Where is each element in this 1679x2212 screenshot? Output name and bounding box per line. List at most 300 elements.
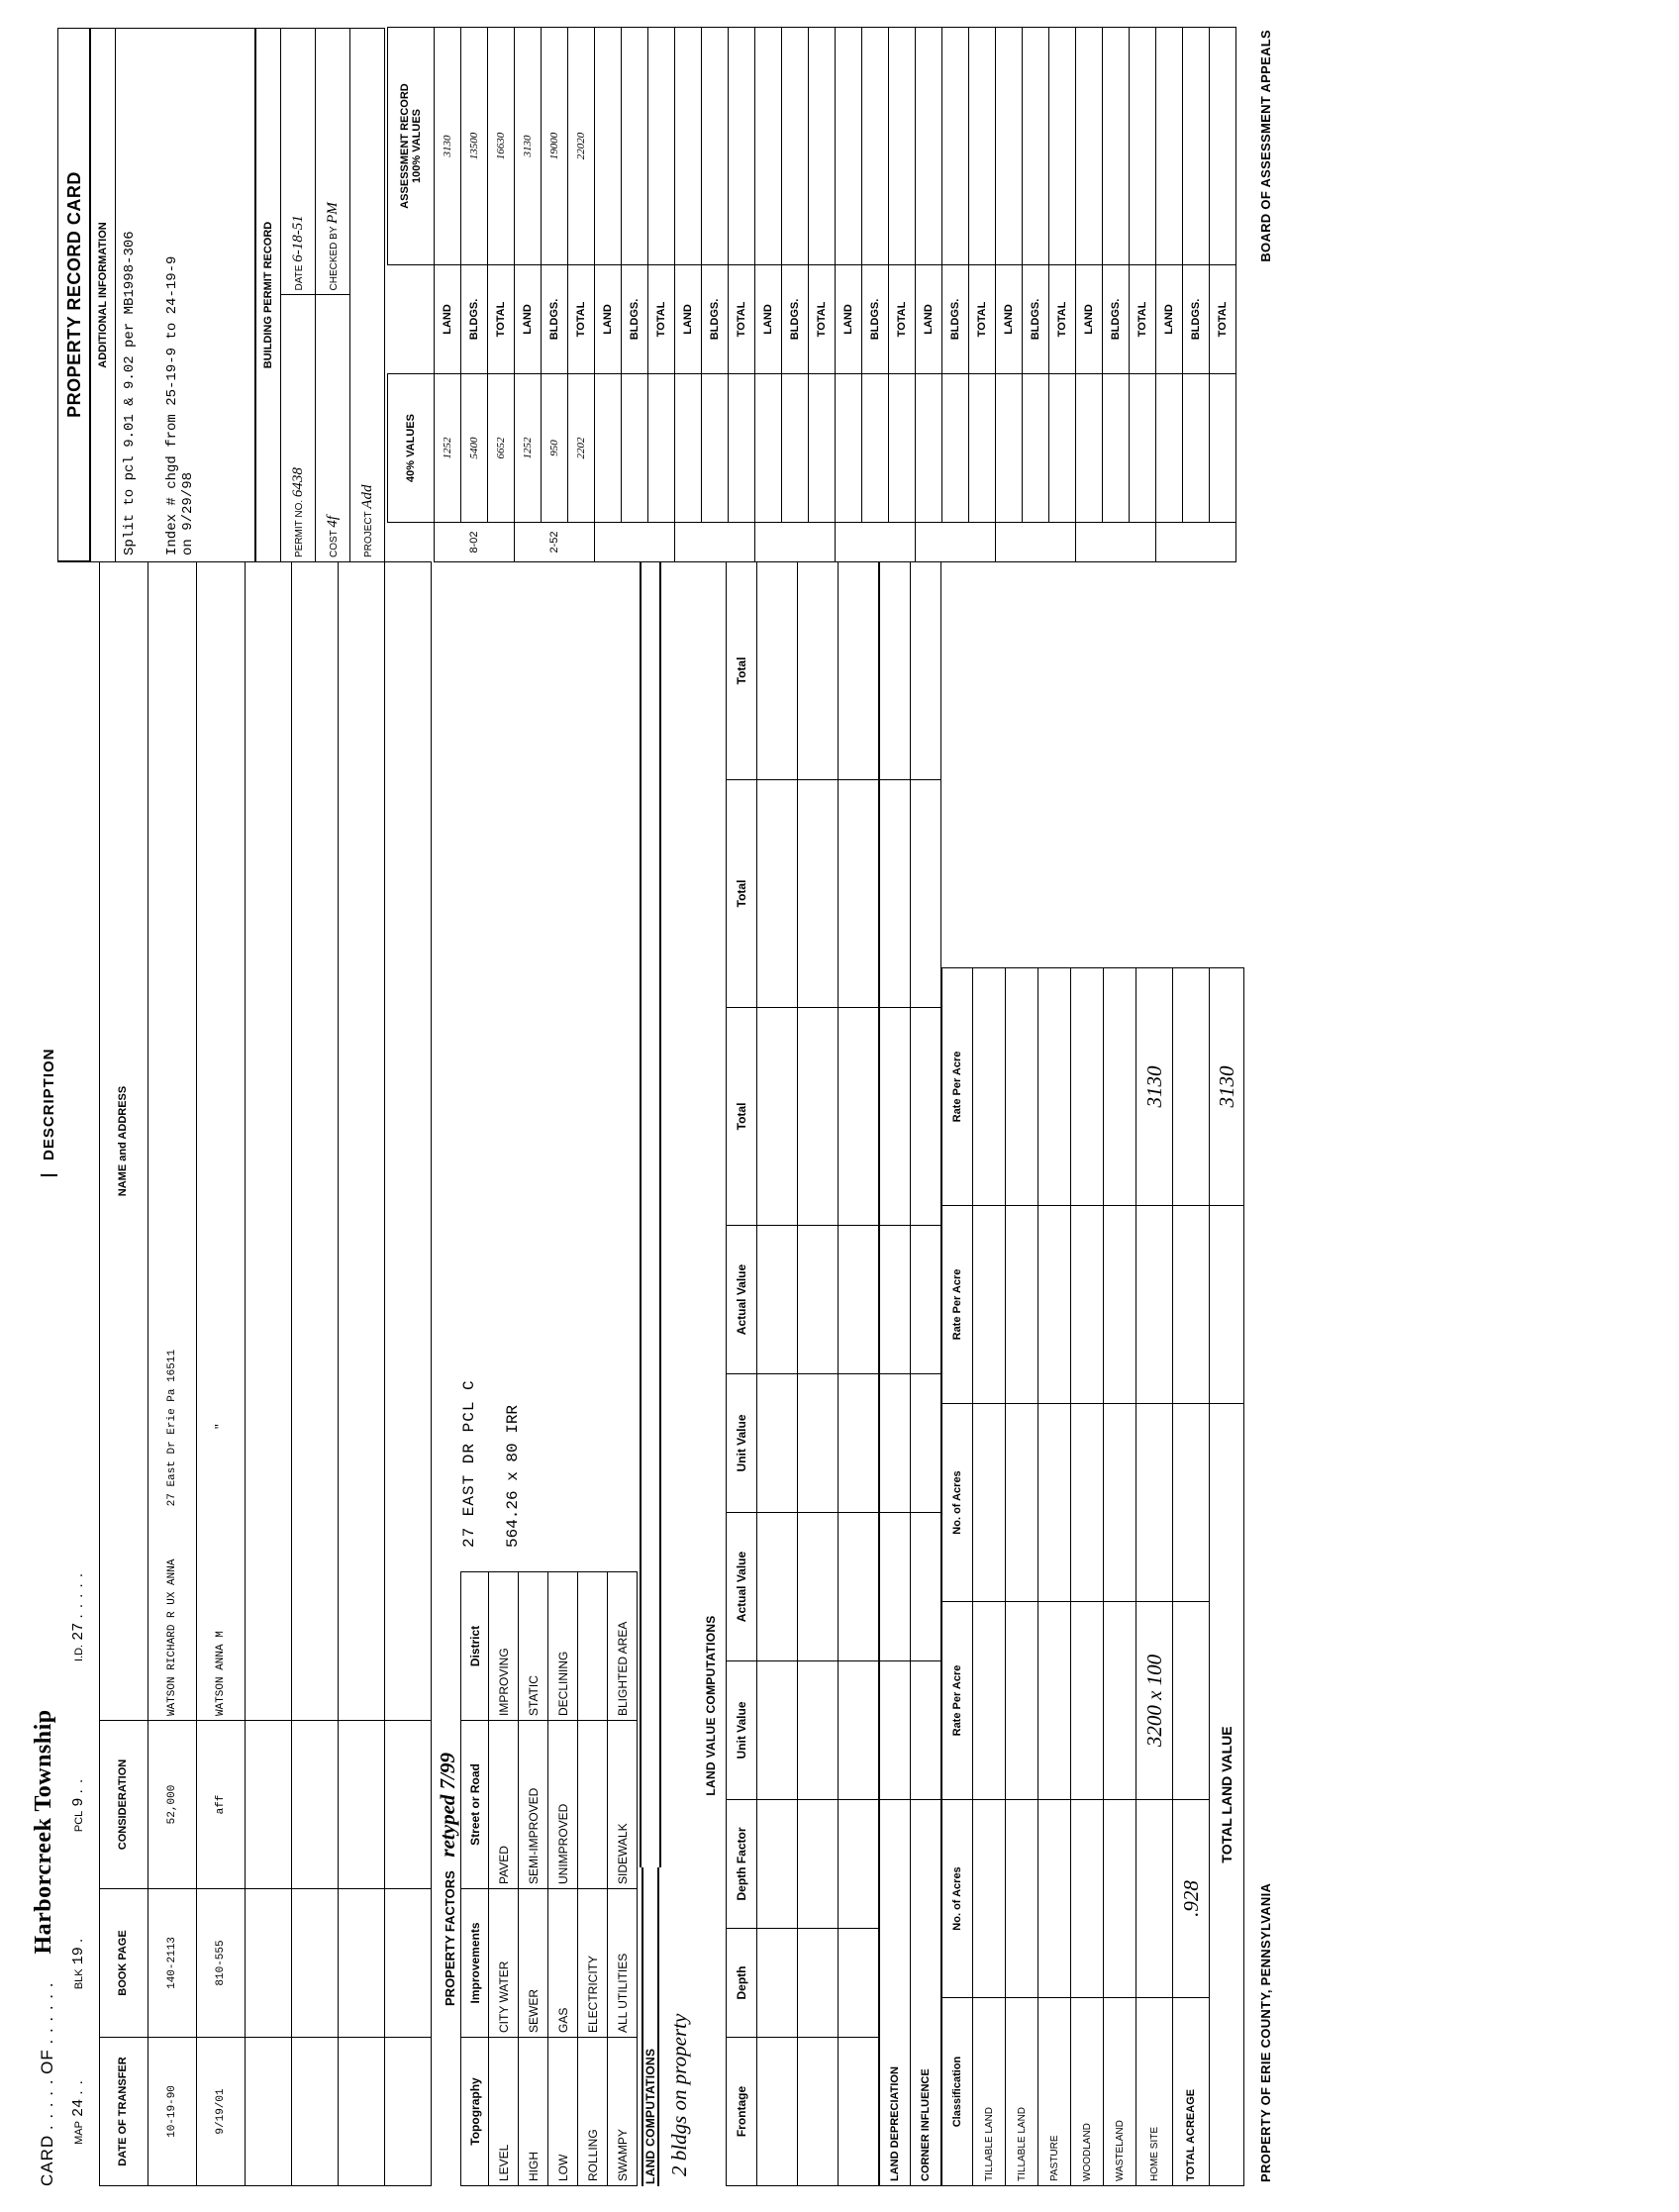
assess-40-bldgs	[782, 374, 809, 523]
transfer-consideration	[385, 1721, 432, 1889]
total-land-value-row	[1210, 562, 1244, 2186]
assess-40-bldgs	[1103, 374, 1130, 523]
assessment-note: 2-52	[515, 523, 595, 562]
transfer-date	[246, 2038, 292, 2186]
pcl-value: 9	[70, 1797, 87, 1807]
transfer-name: WATSON ANNA M	[215, 1631, 227, 1716]
table-row	[1183, 28, 1210, 562]
assess-label-bldgs: BLDGS.	[862, 265, 889, 374]
left-section	[57, 562, 1244, 2186]
land-value-computations-title: LAND VALUE COMPUTATIONS	[704, 1615, 718, 1796]
lvc-cell	[757, 1225, 798, 1373]
lvc-cell	[839, 1225, 879, 1373]
permit-no-value: 6438	[289, 467, 306, 498]
transfer-book-page	[246, 1889, 292, 2038]
transfer-date: 10-19-90	[148, 2038, 197, 2186]
total-land-value: 3130	[1210, 968, 1244, 1206]
cls-cell	[1173, 1404, 1210, 1602]
table-row	[1210, 28, 1236, 562]
assess-100-land	[595, 28, 622, 265]
transfer-book-page	[339, 1889, 385, 2038]
assess-100-bldgs	[782, 28, 809, 265]
lvc-cell	[798, 1929, 839, 2038]
assess-label-land: LAND	[916, 265, 942, 374]
assess-40-total	[648, 374, 675, 523]
depreciation-influence-table	[879, 561, 941, 2186]
ld-cell	[880, 780, 911, 1008]
assess-40-bldgs	[702, 374, 729, 523]
assess-label-land: LAND	[595, 265, 622, 374]
description-values-table	[460, 562, 569, 1571]
assess-40-land	[755, 374, 782, 523]
ci-cell	[911, 780, 941, 1008]
card-label: CARD	[38, 2134, 56, 2186]
table-row	[782, 28, 809, 562]
transfer-consideration	[246, 1721, 292, 1889]
pcl-field: PCL 9 . .	[69, 1777, 87, 1833]
assess-100-total: 22020	[568, 28, 595, 265]
row-pasture: PASTURE	[1038, 1998, 1071, 2186]
assess-label-bldgs: BLDGS.	[461, 265, 488, 374]
col-frontage: Frontage	[727, 2038, 757, 2186]
assess-label-total: TOTAL	[648, 265, 675, 374]
cls-cell	[1136, 1800, 1173, 1998]
lvc-cell	[798, 1374, 839, 1513]
assess-100-land	[675, 28, 702, 265]
table-row	[548, 1572, 578, 2186]
assess-label-bldgs: BLDGS.	[942, 265, 969, 374]
assess-40-bldgs	[862, 374, 889, 523]
lvc-cell	[839, 2038, 879, 2186]
lvc-title-row	[696, 561, 727, 2185]
assessment-note	[755, 523, 836, 562]
col-classification: Classification	[942, 1998, 973, 2186]
district-blighted-area: BLIGHTED AREA	[608, 1572, 638, 1721]
assess-label-land: LAND	[1076, 265, 1103, 374]
table-row	[1136, 562, 1173, 2186]
land-depreciation-row	[880, 562, 911, 2186]
assess-label-bldgs: BLDGS.	[1103, 265, 1130, 374]
assess-40-bldgs: 950	[542, 374, 568, 523]
transfer-address: 27 East Dr Erie Pa 16511	[166, 1349, 178, 1507]
assess-label-total: TOTAL	[1130, 265, 1156, 374]
table-row	[622, 28, 648, 562]
assess-100-land: 3130	[515, 28, 542, 265]
col-name-and-address: NAME and ADDRESS	[100, 562, 148, 1721]
assess-40-land	[1156, 374, 1183, 523]
col-total-1: Total	[727, 1007, 757, 1225]
col-rate-per-acre-2: Rate Per Acre	[942, 1206, 973, 1404]
assess-100-land	[755, 28, 782, 265]
assess-100-total: 16630	[488, 28, 515, 265]
assess-label-land: LAND	[515, 265, 542, 374]
transfer-name-address	[148, 562, 197, 1721]
table-row	[515, 28, 542, 562]
lvc-cell	[839, 1513, 879, 1661]
col-rate-per-acre-1: Rate Per Acre	[942, 1602, 973, 1800]
building-permit-record-table	[255, 28, 385, 562]
home-site-total: 3130	[1136, 968, 1173, 1206]
lvc-cell	[798, 561, 839, 779]
assess-100-bldgs	[1023, 28, 1049, 265]
assess-100-total	[729, 28, 755, 265]
lvc-cell	[798, 2038, 839, 2186]
table-row	[969, 28, 996, 562]
additional-information-body	[116, 29, 255, 562]
id-field: I.D. 27 . . . . .	[69, 1572, 87, 1661]
col-unit-value-1: Unit Value	[727, 1661, 757, 1800]
lvc-header-row	[727, 561, 757, 2185]
assess-100-total	[809, 28, 836, 265]
assessment-note	[1076, 523, 1156, 562]
total-acreage-value: .928	[1173, 1800, 1210, 1998]
table-row	[1049, 28, 1076, 562]
street-paved: PAVED	[489, 1721, 519, 1889]
total-acreage-label: TOTAL ACREAGE	[1173, 1998, 1210, 2186]
col-total-3: Total	[727, 561, 757, 779]
assess-40-land	[836, 374, 862, 523]
street-semi-improved: SEMI-IMPROVED	[519, 1721, 548, 1889]
assessment-note	[1156, 523, 1236, 562]
corner-influence-label: CORNER INFLUENCE	[911, 1800, 941, 2186]
assess-100-land: 3130	[435, 28, 461, 265]
ld-cell	[880, 1008, 911, 1226]
description-line-1: 27 EAST DR PCL C	[460, 1379, 478, 1548]
assess-40-land	[916, 374, 942, 523]
assess-label-total: TOTAL	[889, 265, 916, 374]
assess-label-land: LAND	[996, 265, 1023, 374]
table-row	[1006, 562, 1038, 2186]
cls-cell	[973, 1800, 1006, 1998]
assess-label-land: LAND	[435, 265, 461, 374]
assess-40-land	[595, 374, 622, 523]
lvc-cell	[839, 779, 879, 1007]
pcl-label: PCL	[73, 1810, 85, 1833]
col-consideration: CONSIDERATION	[100, 1721, 148, 1889]
table-row	[729, 28, 755, 562]
pf-title-spacer	[436, 562, 460, 1572]
assess-label-total: TOTAL	[729, 265, 755, 374]
lvc-cell	[757, 1007, 798, 1225]
assess-100-land	[916, 28, 942, 265]
lvc-cell	[757, 1513, 798, 1661]
table-row	[488, 28, 515, 562]
ci-cell	[911, 1008, 941, 1226]
col-depth: Depth	[727, 1929, 757, 2038]
assessment-record-title: ASSESSMENT RECORD	[399, 83, 411, 209]
transfer-consideration	[339, 1721, 385, 1889]
classification-table	[941, 561, 1244, 2186]
table-row	[608, 1572, 638, 2186]
assess-40-total	[1130, 374, 1156, 523]
assess-100-bldgs: 19000	[542, 28, 568, 265]
transfer-date	[292, 2038, 339, 2186]
property-factors-title: PROPERTY FACTORS	[443, 1870, 457, 2006]
assess-label-bldgs: BLDGS.	[702, 265, 729, 374]
improvements-all-utilities: ALL UTILITIES	[608, 1889, 638, 2038]
transfer-name-address	[339, 562, 385, 1721]
lvc-cell	[798, 1661, 839, 1800]
table-row	[839, 561, 879, 2185]
ld-cell	[880, 1226, 911, 1374]
table-row	[519, 1572, 548, 2186]
table-row	[385, 562, 432, 2186]
assessment-record-subtitle: 100% VALUES	[411, 109, 423, 183]
classification-header-spacer	[942, 562, 973, 968]
row-woodland: WOODLAND	[1071, 1998, 1104, 2186]
permit-no-field	[281, 295, 316, 562]
additional-information-table	[90, 28, 255, 562]
transfer-date	[385, 2038, 432, 2186]
blk-label: BLK	[73, 1968, 85, 1990]
lvc-cell	[798, 1800, 839, 1929]
assess-label-bldgs: BLDGS.	[782, 265, 809, 374]
table-row	[435, 28, 461, 562]
table-row	[1130, 28, 1156, 562]
cls-cell	[1038, 1206, 1071, 1404]
cls-cell	[1104, 1602, 1136, 1800]
col-40-values: 40% VALUES	[388, 374, 435, 523]
map-value: 24	[70, 2098, 87, 2117]
permit-no-label: PERMIT NO.	[293, 499, 305, 557]
checked-by-label: CHECKED BY	[328, 226, 340, 291]
table-row	[755, 28, 782, 562]
transfer-consideration: 52,000	[148, 1721, 197, 1889]
assessment-header-row	[388, 28, 435, 562]
classification-header-row	[942, 562, 973, 2186]
property-factors-title-bar	[436, 562, 460, 2186]
col-no-of-acres-1: No. of Acres	[942, 1800, 973, 1998]
improvements-sewer: SEWER	[519, 1889, 548, 2038]
property-factors-table	[460, 1571, 638, 2186]
project-label: PROJECT	[362, 511, 374, 557]
transfer-address: "	[215, 1423, 227, 1430]
assess-40-total	[1049, 374, 1076, 523]
row-tillable-land-2: TILLABLE LAND	[1006, 1998, 1038, 2186]
cls-cell	[1006, 1800, 1038, 1998]
land-depreciation-label: LAND DEPRECIATION	[880, 1800, 911, 2186]
assess-40-bldgs	[1183, 374, 1210, 523]
assess-100-bldgs	[1103, 28, 1130, 265]
total-acreage-row	[1173, 562, 1210, 2186]
transfer-date	[339, 2038, 385, 2186]
header-spacer	[57, 562, 99, 1513]
assess-40-bldgs	[622, 374, 648, 523]
lvc-cell	[757, 1800, 798, 1929]
land-value-computations-table	[696, 561, 879, 2186]
additional-line-2: Index # chgd from 25-19-9 to 24-19-9	[164, 255, 180, 555]
additional-line-1: Split to pcl 9.01 & 9.02 per MB1998-306	[122, 231, 138, 555]
assess-40-total	[889, 374, 916, 523]
assess-40-total	[969, 374, 996, 523]
description-label: DESCRIPTION	[41, 1048, 57, 1160]
assess-label-land: LAND	[836, 265, 862, 374]
cls-cell	[1071, 1800, 1104, 1998]
permit-cost-label: COST	[328, 530, 340, 557]
assess-label-total: TOTAL	[969, 265, 996, 374]
table-row	[836, 28, 862, 562]
table-row	[1156, 28, 1183, 562]
assessment-note	[996, 523, 1076, 562]
cls-cell	[1006, 1602, 1038, 1800]
lvc-cell	[839, 1374, 879, 1513]
lvc-cell	[798, 1225, 839, 1373]
transfer-book-page	[385, 1889, 432, 2038]
township-name: Harborcreek Township	[31, 1709, 56, 1955]
assess-label-total: TOTAL	[488, 265, 515, 374]
col-unit-value-2: Unit Value	[727, 1374, 757, 1513]
table-row	[996, 28, 1023, 562]
col-rate-per-acre-3: Rate Per Acre	[942, 968, 973, 1206]
lvc-cell	[757, 1661, 798, 1800]
assess-label-total: TOTAL	[1210, 265, 1236, 374]
cls-cell	[973, 1404, 1006, 1602]
assess-100-bldgs	[622, 28, 648, 265]
row-tillable-land-1: TILLABLE LAND	[973, 1998, 1006, 2186]
col-date-of-transfer: DATE OF TRANSFER	[100, 2038, 148, 2186]
transfer-name-address	[385, 562, 432, 1721]
checked-by-value: PM	[324, 202, 341, 224]
col-actual-value-2: Actual Value	[727, 1225, 757, 1373]
district-static: STATIC	[519, 1572, 548, 1721]
table-row	[1023, 28, 1049, 562]
assessment-record-table	[387, 27, 1236, 562]
cls-cell	[1104, 968, 1136, 1206]
table-row	[702, 28, 729, 562]
assess-100-bldgs	[942, 28, 969, 265]
cls-cell	[1071, 1404, 1104, 1602]
prc-title: PROPERTY RECORD CARD	[57, 28, 90, 562]
ld-cell	[880, 1513, 911, 1661]
building-permit-record-title: BUILDING PERMIT RECORD	[256, 29, 281, 562]
assess-label-land: LAND	[675, 265, 702, 374]
right-section	[57, 28, 1236, 562]
table-row	[568, 28, 595, 562]
project-value: Add	[358, 484, 375, 509]
table-row	[916, 28, 942, 562]
col-topography: Topography	[461, 2038, 489, 2186]
assess-40-total	[809, 374, 836, 523]
table-row	[595, 28, 622, 562]
row-home-site: HOME SITE	[1136, 1998, 1173, 2186]
cls-cell	[1104, 1404, 1136, 1602]
assess-100-total	[889, 28, 916, 265]
of-label: OF	[38, 2049, 56, 2074]
ld-cell	[880, 562, 911, 780]
transfer-name: WATSON RICHARD R UX ANNA	[166, 1558, 178, 1716]
cls-cell	[1006, 1404, 1038, 1602]
assess-100-total	[1130, 28, 1156, 265]
col-district: District	[461, 1572, 489, 1721]
assessment-note	[595, 523, 675, 562]
lvc-cell	[757, 561, 798, 779]
table-row	[339, 562, 385, 2186]
table-row	[1076, 28, 1103, 562]
id-label: I.D.	[73, 1644, 85, 1661]
assess-40-land	[1076, 374, 1103, 523]
table-row	[246, 562, 292, 2186]
lvc-cell	[798, 1513, 839, 1661]
card-header	[18, 26, 57, 2186]
assessment-note	[675, 523, 755, 562]
assess-100-total	[648, 28, 675, 265]
assess-100-bldgs	[702, 28, 729, 265]
assess-label-bldgs: BLDGS.	[1023, 265, 1049, 374]
col-no-of-acres-2: No. of Acres	[942, 1404, 973, 1602]
ld-cell	[880, 1661, 911, 1800]
assess-40-bldgs: 5400	[461, 374, 488, 523]
assess-100-total	[1210, 28, 1236, 265]
cls-cell	[1173, 1602, 1210, 1800]
transfer-date: 9/19/01	[197, 2038, 246, 2186]
permit-date-value: 6-18-51	[289, 215, 306, 262]
assess-40-land	[996, 374, 1023, 523]
ci-cell	[911, 1513, 941, 1661]
map-field: MAP 24 . .	[69, 2079, 87, 2145]
cls-cell	[1071, 968, 1104, 1206]
table-row	[578, 1572, 608, 2186]
transfer-name-address	[197, 562, 246, 1721]
card-footer	[1244, 26, 1273, 2186]
land-computations-rule	[640, 562, 661, 1867]
table-row	[148, 562, 197, 2186]
topography-rolling: ROLLING	[578, 2038, 608, 2186]
district-blank	[578, 1572, 608, 1721]
ci-cell	[911, 562, 941, 780]
table-row	[1071, 562, 1104, 2186]
transfer-table	[99, 561, 432, 2186]
table-row	[1038, 562, 1071, 2186]
table-row	[292, 562, 339, 2186]
transfer-consideration	[292, 1721, 339, 1889]
description-values	[460, 562, 569, 1571]
blk-field: BLK 19 .	[69, 1937, 87, 1990]
identification-table	[57, 562, 99, 2186]
transfer-header-row	[100, 562, 148, 2186]
ci-cell	[911, 1661, 941, 1800]
assess-100-total	[969, 28, 996, 265]
assess-40-bldgs	[942, 374, 969, 523]
cls-cell	[1038, 1404, 1071, 1602]
cls-cell	[1071, 1602, 1104, 1800]
lvc-cell	[757, 1929, 798, 2038]
permit-date-label: DATE	[293, 264, 305, 291]
lvc-cell	[757, 779, 798, 1007]
improvements-gas: GAS	[548, 1889, 578, 2038]
lvc-cell	[839, 561, 879, 779]
table-row	[973, 562, 1006, 2186]
table-row	[809, 28, 836, 562]
transfer-book-page	[292, 1889, 339, 2038]
street-sidewalk: SIDEWALK	[608, 1721, 638, 1889]
col-actual-value-1: Actual Value	[727, 1513, 757, 1661]
cls-cell	[973, 1206, 1006, 1404]
topography-level: LEVEL	[489, 2038, 519, 2186]
col-total-2: Total	[727, 779, 757, 1007]
table-row	[757, 561, 798, 2185]
transfer-name-address	[292, 562, 339, 1721]
lvc-cell	[839, 1929, 879, 2038]
street-blank	[578, 1721, 608, 1889]
topography-low: LOW	[548, 2038, 578, 2186]
assess-40-land: 1252	[435, 374, 461, 523]
street-unimproved: UNIMPROVED	[548, 1721, 578, 1889]
footer-left: PROPERTY OF ERIE COUNTY, PENNSYLVANIA	[1258, 1882, 1273, 2182]
cls-cell	[973, 968, 1006, 1206]
card-number-field: CARD . . . . . OF . . . . . .	[38, 1981, 56, 2186]
assessment-note: 8-02	[435, 523, 515, 562]
additional-information-label: ADDITIONAL INFORMATION	[91, 29, 116, 562]
